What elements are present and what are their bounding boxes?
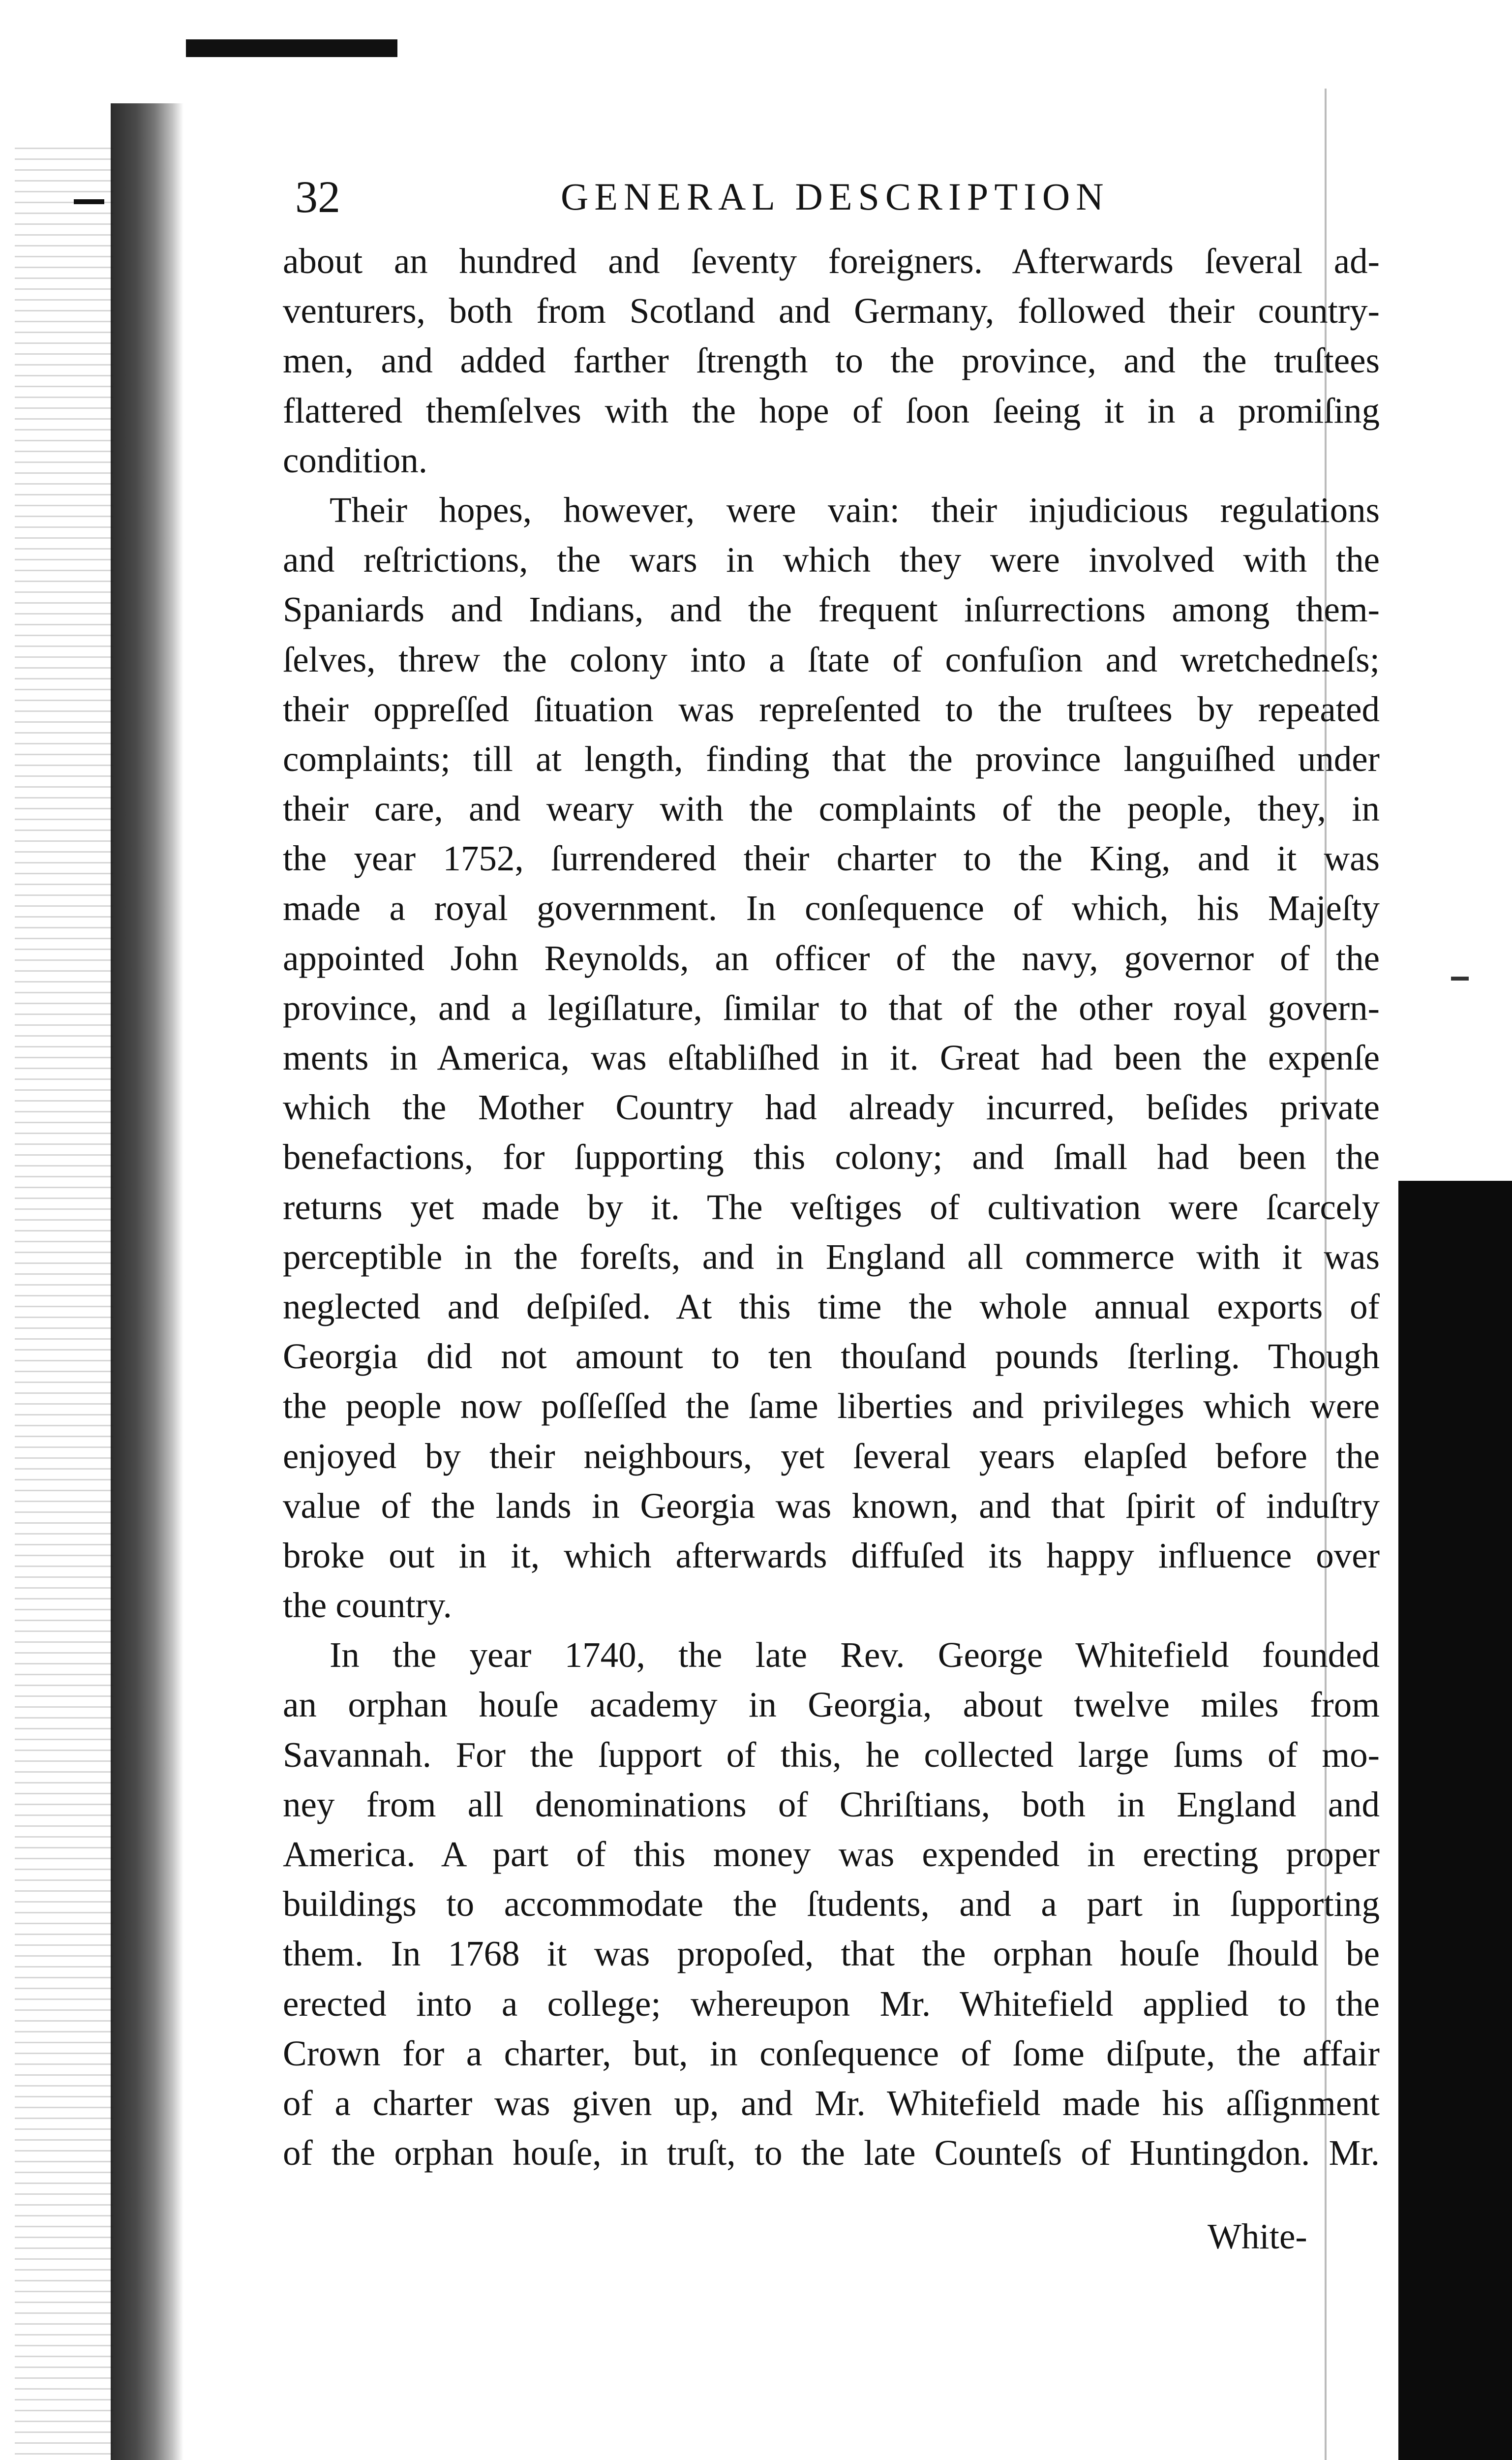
text-line: condition. xyxy=(283,440,427,480)
body-text xyxy=(283,236,1380,2178)
text-line: enjoyed by their neighbours, yet ſeveral years elapſed before the xyxy=(283,1436,1380,1476)
text-line: perceptible in the foreſts, and in England all commerce with it was xyxy=(283,1236,1380,1277)
text-line: complaints; till at length, finding that the province languiſhed under xyxy=(283,738,1380,779)
text-line: about an hundred and ſeventy foreigners. Afterwards ſeveral ad- xyxy=(283,241,1380,281)
text-line: In the year 1740, the late Rev. George Whitefield founded xyxy=(330,1635,1380,1675)
text-line: which the Mother Country had already incurred, beſides private xyxy=(283,1087,1380,1128)
text-line: their oppreſſed ſituation was repreſented to the truſtees by repeated xyxy=(283,689,1380,729)
text-line: returns yet made by it. The veſtiges of cultivation were ſcarcely xyxy=(283,1187,1380,1227)
text-line: buildings to accommodate the ſtudents, and a part in ſupporting xyxy=(283,1884,1380,1924)
running-head: GENERAL DESCRIPTION xyxy=(561,175,1110,218)
text-line: Savannah. For the ſupport of this, he collected large ſums of mo- xyxy=(283,1734,1380,1775)
text-line: the people now poſſeſſed the ſame liberties and privileges which were xyxy=(283,1386,1380,1426)
catchword: White- xyxy=(1208,2216,1307,2256)
text-line: erected into a college; whereupon Mr. Whitefield applied to the xyxy=(283,1983,1380,2024)
text-line: them. In 1768 it was propoſed, that the orphan houſe ſhould be xyxy=(283,1934,1380,1974)
text-line: broke out in it, which afterwards diffuſed its happy influence over xyxy=(283,1535,1380,1575)
text-line: appointed John Reynolds, an officer of the navy, governor of the xyxy=(283,938,1380,978)
page-header xyxy=(295,170,1328,224)
text-line: made a royal government. In conſequence of which, his Majeſty xyxy=(283,888,1380,928)
page-number: 32 xyxy=(295,172,340,222)
text-line: of the orphan houſe, in truſt, to the late Counteſs of Huntingdon. Mr. xyxy=(283,2133,1380,2173)
text-line: flattered themſelves with the hope of ſoon ſeeing it in a promiſing xyxy=(283,390,1380,430)
text-line: neglected and deſpiſed. At this time the whole annual exports of xyxy=(283,1286,1380,1326)
text-line: value of the lands in Georgia was known, and that ſpirit of induſtry xyxy=(283,1485,1380,1526)
text-line: their care, and weary with the complaints of the people, they, in xyxy=(283,789,1380,829)
text-line: ney from all denominations of Chriſtians, both in England and xyxy=(283,1784,1380,1824)
text-line: men, and added farther ſtrength to the province, and the truſtees xyxy=(283,340,1380,381)
text-line: province, and a legiſlature, ſimilar to that of the other royal govern- xyxy=(283,987,1380,1028)
text-line: an orphan houſe academy in Georgia, about twelve miles from xyxy=(283,1685,1380,1725)
text-line: benefactions, for ſupporting this colony; and ſmall had been the xyxy=(283,1137,1380,1177)
text-line: venturers, both from Scotland and Germany, followed their country- xyxy=(283,291,1380,331)
text-line: of a charter was given up, and Mr. Whitefield made his aſſignment xyxy=(283,2083,1380,2123)
text-line: Crown for a charter, but, in conſequence of ſome diſpute, the affair xyxy=(283,2033,1380,2073)
text-line: America. A part of this money was expended in erecting proper xyxy=(283,1834,1380,1874)
text-line: Georgia did not amount to ten thouſand pounds ſterling. Though xyxy=(283,1336,1380,1377)
text-line: and reſtrictions, the wars in which they were involved with the xyxy=(283,540,1380,580)
text-line: ſelves, threw the colony into a ſtate of confuſion and wretchedneſs; xyxy=(283,639,1380,679)
text-line: Their hopes, however, were vain: their injudicious regulations xyxy=(330,490,1380,530)
text-line: the year 1752, ſurrendered their charter to the King, and it was xyxy=(283,838,1380,879)
text-line: the country. xyxy=(283,1585,452,1626)
text-line: ments in America, was eſtabliſhed in it. Great had been the expenſe xyxy=(283,1038,1380,1077)
text-line: Spaniards and Indians, and the frequent inſurrections among them- xyxy=(283,589,1380,630)
